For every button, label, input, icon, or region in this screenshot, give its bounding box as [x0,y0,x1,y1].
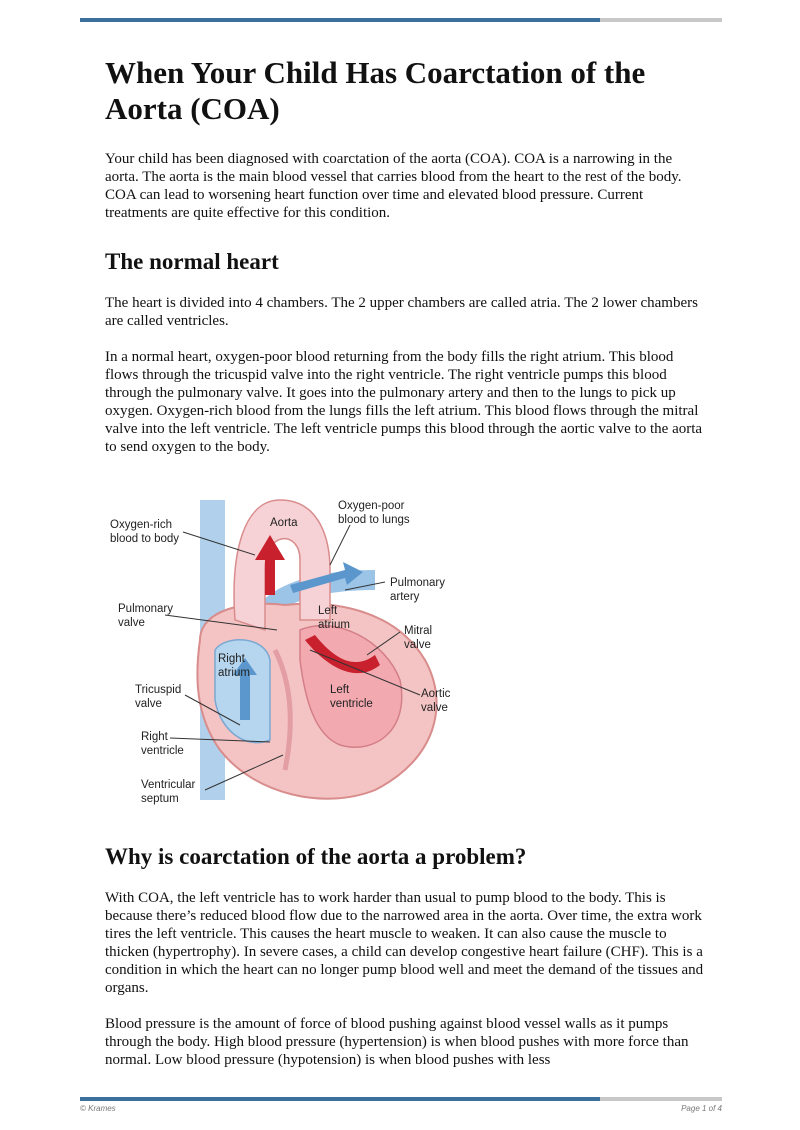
label-aorta: Aorta [270,517,298,529]
intro-paragraph: Your child has been diagnosed with coarctation of the aorta (COA). COA is a narrowing in the aorta. The aorta is the main blood vessel that carries blood from the heart to the rest of the body. COA can lead to worsening heart function over time and elevated blood pressure. Current treatments are quite effective for this condition. [105,151,682,221]
section-heading-normal-heart: The normal heart [105,249,279,274]
label-ventricular-septum: Ventricular septum [141,779,196,805]
paragraph-blood-flow: In a normal heart, oxygen-poor blood returning from the body fills the right atrium. This blood flows through the tricuspid valve into the right ventricle. The right ventricle pumps this blood through the pulmonary valve. It goes into the pulmonary artery and then to the lungs to pick up oxygen. Oxygen-rich blood from the lungs fills the left atrium. This blood flows through the mitral valve into the left ventricle. The left ventricle pumps this blood through the aortic valve to the aorta to send oxygen to the body. [105,349,703,455]
label-right-atrium: Right atrium [218,653,250,679]
document-body-continued [105,843,705,1087]
label-oxygen-rich-blood: Oxygen-rich blood to body [110,519,180,545]
section-heading-coa-problem: Why is coarctation of the aorta a problem? [105,844,527,869]
label-right-ventricle: Right ventricle [141,731,184,757]
label-tricuspid-valve: Tricuspid valve [135,684,182,710]
paragraph-chambers: The heart is divided into 4 chambers. The 2 upper chambers are called atria. The 2 lower chambers are called ventricles. [105,295,698,329]
label-left-atrium: Left atrium [318,605,350,631]
paragraph-blood-pressure: Blood pressure is the amount of force of blood pushing against blood vessel walls as it pumps through the body. High blood pressure (hypertension) is when blood pushes with more force than normal. Low blood pressure (hypotension) is when blood pushes with less [105,1016,689,1068]
label-pulmonary-artery: Pulmonary artery [390,577,445,603]
footer-rule [80,1097,722,1101]
heart-diagram [105,490,465,810]
document-body [105,55,705,474]
label-aortic-valve: Aortic valve [421,688,451,714]
footer-page-number: Page 1 of 4 [681,1104,722,1113]
page-title: When Your Child Has Coarctation of the Aorta (COA) [105,55,646,126]
label-left-ventricle: Left ventricle [330,684,373,710]
paragraph-coa-effects: With COA, the left ventricle has to work harder than usual to pump blood to the body. This is because there’s reduced blood flow due to the narrowed area in the aorta. Over time, the extra work tires the left ventricle. This causes the heart muscle to weaken. It can also cause the muscle to thicken (hypertrophy). In severe cases, a child can develop congestive heart failure (CHF). This is a condition in which the heart can no longer pump blood well and meet the demand of the tissues and organs. [105,890,704,996]
footer-rule-accent [80,1097,600,1101]
header-rule-accent [80,18,600,22]
label-pulmonary-valve: Pulmonary valve [118,603,173,629]
footer-copyright: © Krames [80,1104,116,1113]
label-oxygen-poor-blood: Oxygen-poor blood to lungs [338,500,410,526]
header-rule [80,18,722,22]
label-mitral-valve: Mitral valve [404,625,433,651]
